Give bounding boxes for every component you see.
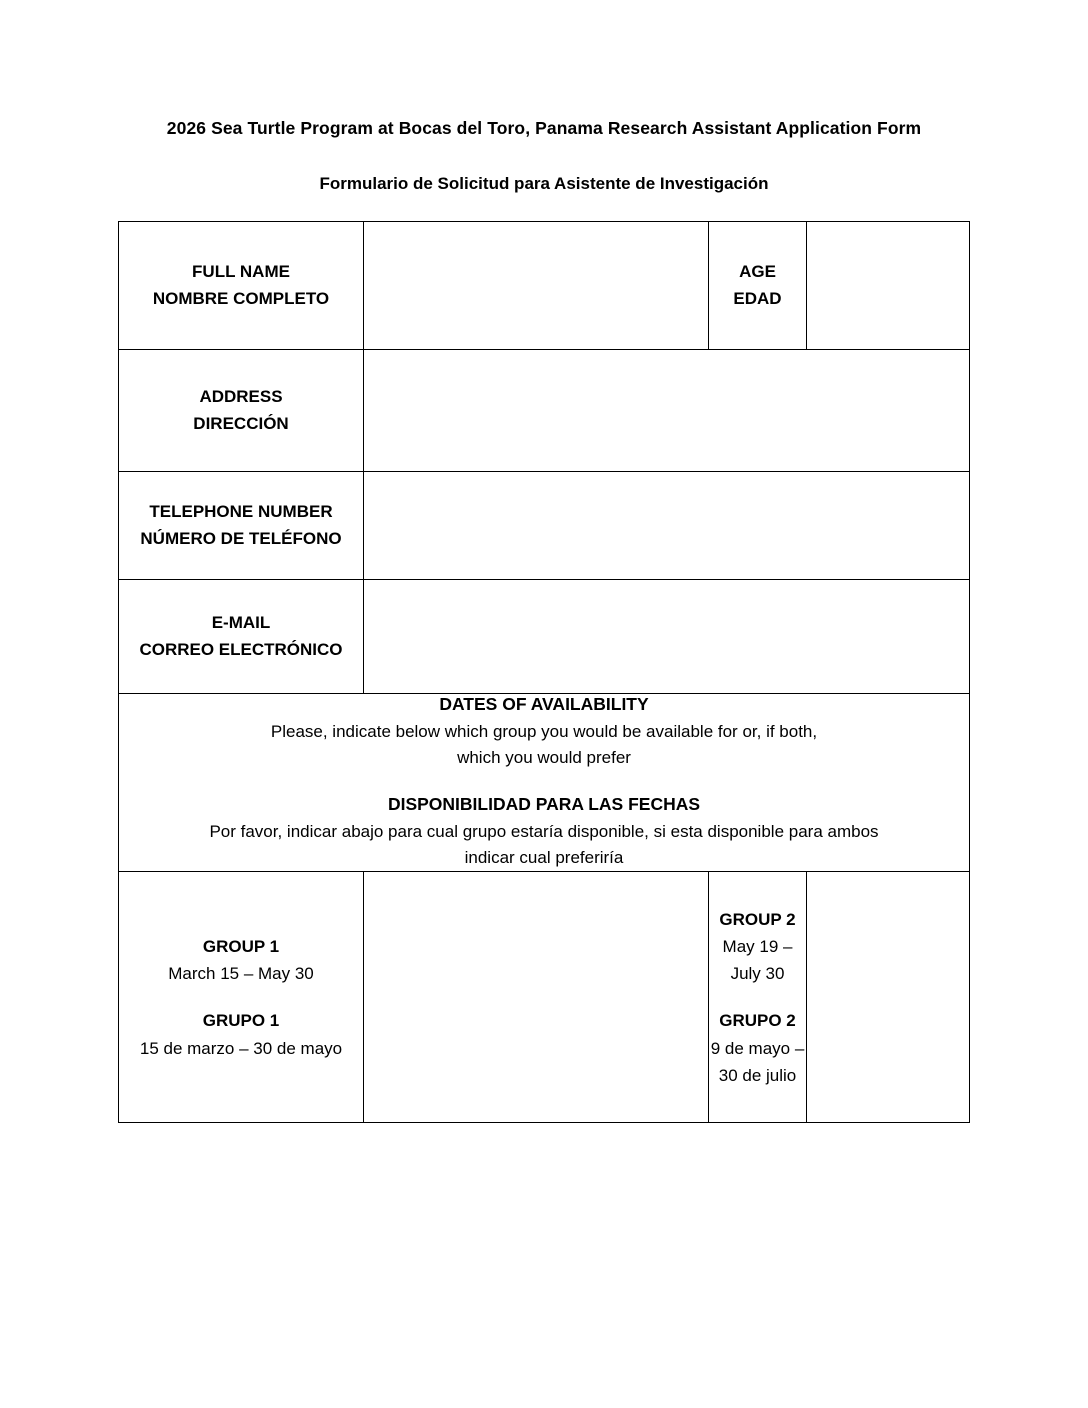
group-2-name-es: GRUPO 2: [719, 1011, 796, 1031]
table-row-full-name: [119, 222, 970, 350]
label-email-en: E-MAIL: [211, 613, 271, 633]
group-1-name-es: GRUPO 1: [202, 1011, 280, 1031]
label-age-es: EDAD: [733, 288, 782, 308]
label-telephone: [119, 472, 364, 580]
availability-instructions: [119, 694, 970, 872]
table-row-availability-instructions: [119, 694, 970, 872]
page-title-english: 2026 Sea Turtle Program at Bocas del Toro, Panama Research Assistant Application Form: [166, 118, 922, 138]
label-address-es: DIRECCIÓN: [193, 413, 289, 433]
table-row-groups: [119, 872, 970, 1123]
label-full-name-en: FULL NAME: [192, 262, 290, 282]
group-1-spacer: [119, 987, 363, 1007]
document-title-block: [0, 0, 1088, 194]
label-telephone-en: TELEPHONE NUMBER: [149, 502, 333, 522]
availability-instructions-es-line1: Por favor, indicar abajo para cual grupo estaría disponible, si esta disponible para ambos: [209, 821, 879, 841]
input-address[interactable]: [364, 350, 970, 472]
table-row-telephone: [119, 472, 970, 580]
group-2-name-en: GROUP 2: [719, 909, 796, 929]
group-2-spacer: [709, 987, 806, 1007]
label-address-en: ADDRESS: [199, 387, 283, 407]
group-2-dates-es: 9 de mayo – 30 de julio: [710, 1038, 805, 1085]
availability-spacer: [119, 772, 969, 794]
label-email-es: CORREO ELECTRÓNICO: [139, 639, 343, 659]
group-1-dates-en: March 15 – May 30: [168, 964, 314, 984]
availability-heading-es: DISPONIBILIDAD PARA LAS FECHAS: [387, 793, 701, 814]
application-form-table: [118, 221, 970, 1123]
group-2-dates-en: May 19 – July 30: [722, 937, 793, 984]
group-1-name-en: GROUP 1: [202, 937, 280, 956]
label-age: [709, 222, 807, 350]
availability-instructions-en-line1: Please, indicate below which group you would be available for or, if both,: [270, 722, 818, 741]
group-1-selection-box[interactable]: [364, 872, 709, 1123]
availability-heading-en: DATES OF AVAILABILITY: [439, 694, 649, 714]
group-1-info: [119, 872, 364, 1123]
input-age[interactable]: [807, 222, 970, 350]
availability-instructions-es-line2: indicar cual preferiría: [464, 848, 624, 868]
label-age-en: AGE: [739, 262, 776, 282]
group-2-selection-box[interactable]: [807, 872, 970, 1123]
page-title-spanish: Formulario de Solicitud para Asistente de Investigación: [319, 174, 769, 193]
group-2-info: [709, 872, 807, 1123]
label-full-name: [119, 222, 364, 350]
label-full-name-es: NOMBRE COMPLETO: [152, 288, 330, 308]
input-full-name[interactable]: [364, 222, 709, 350]
group-1-dates-es: 15 de marzo – 30 de mayo: [139, 1038, 343, 1058]
table-row-address: [119, 350, 970, 472]
label-telephone-es: NÚMERO DE TELÉFONO: [140, 528, 342, 548]
table-row-email: [119, 580, 970, 694]
label-address: [119, 350, 364, 472]
input-email[interactable]: [364, 580, 970, 694]
availability-instructions-en-line2: which you would prefer: [457, 748, 631, 768]
input-telephone[interactable]: [364, 472, 970, 580]
label-email: [119, 580, 364, 694]
